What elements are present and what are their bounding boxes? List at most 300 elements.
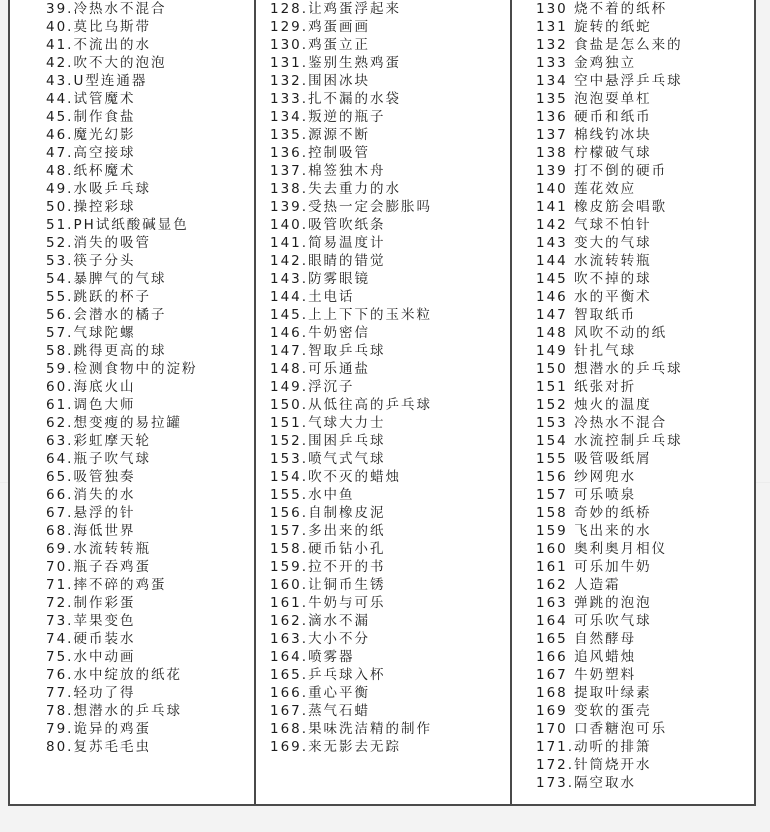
- list-item: [536, 144, 754, 162]
- list-item: [536, 360, 754, 378]
- item-number: 157.: [270, 523, 309, 539]
- item-number: 165: [536, 631, 568, 647]
- list-item: [270, 720, 510, 738]
- item-title: 棉签独木舟: [308, 163, 386, 179]
- item-title: U型连通器: [73, 73, 148, 89]
- list-item: [46, 630, 254, 648]
- item-title: 气球不怕针: [574, 217, 652, 233]
- item-title: 控制吸管: [308, 145, 371, 161]
- item-title: 吹不掉的球: [574, 271, 652, 287]
- item-title: 浮沉子: [308, 379, 355, 395]
- list-item: [270, 522, 510, 540]
- list-item: [536, 486, 754, 504]
- list-item: [536, 396, 754, 414]
- item-number: 167: [536, 667, 568, 683]
- item-title: 针扎气球: [574, 343, 637, 359]
- list-item: [270, 486, 510, 504]
- list-item: [46, 648, 254, 666]
- item-number: 54.: [46, 271, 74, 287]
- item-number: 173.: [536, 775, 575, 791]
- item-title: 水的平衡术: [574, 289, 652, 305]
- item-title: 提取叶绿素: [574, 685, 652, 701]
- list-item: [536, 378, 754, 396]
- item-title: 不流出的水: [73, 37, 151, 53]
- item-title: 飞出来的水: [574, 523, 652, 539]
- list-item: [46, 576, 254, 594]
- item-number: 154.: [270, 469, 309, 485]
- item-title: 可乐吹气球: [574, 613, 652, 629]
- item-number: 165.: [270, 667, 309, 683]
- list-item: [536, 36, 754, 54]
- item-title: 纸杯魔术: [73, 163, 136, 179]
- list-item: [46, 594, 254, 612]
- list-item: [270, 342, 510, 360]
- list-item: [46, 486, 254, 504]
- list-item: [270, 666, 510, 684]
- item-number: 156.: [270, 505, 309, 521]
- list-item: [46, 324, 254, 342]
- item-title: 空中悬浮乒乓球: [574, 73, 683, 89]
- list-item: [46, 342, 254, 360]
- item-title: 橡皮筋会唱歌: [574, 199, 668, 215]
- item-title: 吸管吸纸屑: [574, 451, 652, 467]
- list-item: [536, 0, 754, 18]
- item-title: 鸡蛋立正: [308, 37, 371, 53]
- item-number: 57.: [46, 325, 74, 341]
- list-item: [536, 234, 754, 252]
- item-title: 消失的吸管: [73, 235, 151, 251]
- item-number: 134.: [270, 109, 309, 125]
- item-title: 烧不着的纸杯: [574, 1, 668, 17]
- item-number: 44.: [46, 91, 74, 107]
- list-item: [46, 180, 254, 198]
- item-number: 78.: [46, 703, 74, 719]
- item-title: 水中鱼: [308, 487, 355, 503]
- item-title: 悬浮的针: [73, 505, 136, 521]
- item-number: 155: [536, 451, 568, 467]
- item-number: 154: [536, 433, 568, 449]
- item-number: 150.: [270, 397, 309, 413]
- item-title: 旋转的纸蛇: [574, 19, 652, 35]
- list-item: [536, 720, 754, 738]
- item-number: 70.: [46, 559, 74, 575]
- item-number: 158.: [270, 541, 309, 557]
- item-number: 71.: [46, 577, 74, 593]
- item-title: 鉴别生熟鸡蛋: [308, 55, 402, 71]
- list-item: [46, 612, 254, 630]
- item-number: 148: [536, 325, 568, 341]
- item-title: 试管魔术: [73, 91, 136, 107]
- item-number: 136: [536, 109, 568, 125]
- item-number: 168.: [270, 721, 309, 737]
- list-item: [46, 360, 254, 378]
- item-title: 从低往高的乒乓球: [308, 397, 433, 413]
- column-2: [254, 0, 510, 804]
- experiment-list: [256, 0, 510, 756]
- item-title: 鸡蛋画画: [308, 19, 371, 35]
- item-title: 制作彩蛋: [73, 595, 136, 611]
- item-number: 163: [536, 595, 568, 611]
- item-number: 62.: [46, 415, 74, 431]
- list-item: [46, 522, 254, 540]
- list-item: [536, 702, 754, 720]
- list-item: [270, 738, 510, 756]
- item-number: 161.: [270, 595, 309, 611]
- experiment-list: [512, 0, 754, 792]
- item-title: 诡异的鸡蛋: [73, 721, 151, 737]
- item-number: 157: [536, 487, 568, 503]
- item-title: 自制橡皮泥: [308, 505, 386, 521]
- list-item: [46, 198, 254, 216]
- list-item: [536, 504, 754, 522]
- list-item: [46, 504, 254, 522]
- item-title: 想潜水的乒乓球: [73, 703, 182, 719]
- item-title: 牛奶与可乐: [308, 595, 386, 611]
- list-item: [536, 306, 754, 324]
- item-number: 39.: [46, 1, 74, 17]
- item-number: 172.: [536, 757, 575, 773]
- item-number: 43.: [46, 73, 74, 89]
- item-title: 轻功了得: [73, 685, 136, 701]
- list-item: [536, 594, 754, 612]
- item-title: 扎不漏的水袋: [308, 91, 402, 107]
- item-number: 138: [536, 145, 568, 161]
- item-title: 瓶子吹气球: [73, 451, 151, 467]
- list-item: [536, 126, 754, 144]
- item-number: 141.: [270, 235, 309, 251]
- item-title: 冷热水不混合: [73, 1, 167, 17]
- item-number: 151: [536, 379, 568, 395]
- item-number: 132.: [270, 73, 309, 89]
- item-number: 139.: [270, 199, 309, 215]
- item-title: 吸管吹纸条: [308, 217, 386, 233]
- list-item: [270, 540, 510, 558]
- list-item: [46, 36, 254, 54]
- item-title: 可乐加牛奶: [574, 559, 652, 575]
- list-item: [270, 630, 510, 648]
- item-title: 针筒烧开水: [574, 757, 652, 773]
- item-number: 48.: [46, 163, 74, 179]
- item-number: 145: [536, 271, 568, 287]
- list-item: [46, 54, 254, 72]
- item-number: 160: [536, 541, 568, 557]
- item-title: 操控彩球: [73, 199, 136, 215]
- item-title: 源源不断: [308, 127, 371, 143]
- list-item: [46, 108, 254, 126]
- list-item: [536, 18, 754, 36]
- item-title: 滴水不漏: [308, 613, 371, 629]
- item-title: 高空接球: [73, 145, 136, 161]
- item-number: 139: [536, 163, 568, 179]
- item-title: 烛火的温度: [574, 397, 652, 413]
- list-item: [270, 198, 510, 216]
- item-title: 智取纸币: [574, 307, 637, 323]
- list-item: [46, 306, 254, 324]
- item-number: 128.: [270, 1, 309, 17]
- list-item: [536, 414, 754, 432]
- list-item: [46, 270, 254, 288]
- item-title: 隔空取水: [574, 775, 637, 791]
- item-title: 水中绽放的纸花: [73, 667, 182, 683]
- list-item: [270, 360, 510, 378]
- item-number: 141: [536, 199, 568, 215]
- list-item: [536, 774, 754, 792]
- list-item: [46, 72, 254, 90]
- list-item: [536, 540, 754, 558]
- item-title: 喷雾器: [308, 649, 355, 665]
- item-number: 159: [536, 523, 568, 539]
- list-item: [270, 162, 510, 180]
- list-item: [536, 72, 754, 90]
- list-item: [270, 234, 510, 252]
- item-number: 147.: [270, 343, 309, 359]
- item-title: 彩虹摩天轮: [73, 433, 151, 449]
- item-number: 149.: [270, 379, 309, 395]
- item-number: 140: [536, 181, 568, 197]
- item-number: 130.: [270, 37, 309, 53]
- item-title: 蒸气石蜡: [308, 703, 371, 719]
- item-number: 147: [536, 307, 568, 323]
- list-item: [270, 324, 510, 342]
- item-number: 59.: [46, 361, 74, 377]
- item-title: 吹不大的泡泡: [73, 55, 167, 71]
- item-number: 73.: [46, 613, 74, 629]
- list-item: [46, 288, 254, 306]
- list-item: [536, 522, 754, 540]
- list-item: [536, 666, 754, 684]
- item-number: 158: [536, 505, 568, 521]
- list-item: [270, 90, 510, 108]
- item-number: 170: [536, 721, 568, 737]
- item-number: 159.: [270, 559, 309, 575]
- list-item: [270, 504, 510, 522]
- item-title: 水吸乒乓球: [73, 181, 151, 197]
- item-number: 169.: [270, 739, 309, 755]
- item-number: 76.: [46, 667, 74, 683]
- list-item: [46, 684, 254, 702]
- item-title: 吸管独奏: [73, 469, 136, 485]
- list-item: [536, 90, 754, 108]
- item-title: 受热一定会膨胀吗: [308, 199, 433, 215]
- item-title: 眼睛的错觉: [308, 253, 386, 269]
- item-number: 77.: [46, 685, 74, 701]
- item-number: 72.: [46, 595, 74, 611]
- item-title: 硬币钻小孔: [308, 541, 386, 557]
- list-item: [536, 684, 754, 702]
- list-item: [46, 450, 254, 468]
- item-title: 多出来的纸: [308, 523, 386, 539]
- list-item: [270, 36, 510, 54]
- item-number: 45.: [46, 109, 74, 125]
- item-title: 想变瘦的易拉罐: [73, 415, 182, 431]
- item-title: 冷热水不混合: [574, 415, 668, 431]
- item-title: 跳得更高的球: [73, 343, 167, 359]
- item-title: 调色大师: [73, 397, 136, 413]
- item-number: 153.: [270, 451, 309, 467]
- list-item: [536, 450, 754, 468]
- list-item: [270, 72, 510, 90]
- list-item: [536, 630, 754, 648]
- item-title: 硬币和纸币: [574, 109, 652, 125]
- item-number: 145.: [270, 307, 309, 323]
- item-number: 164.: [270, 649, 309, 665]
- list-item: [536, 738, 754, 756]
- item-title: 苹果变色: [73, 613, 136, 629]
- item-title: 追风蜡烛: [574, 649, 637, 665]
- item-number: 144: [536, 253, 568, 269]
- list-item: [536, 162, 754, 180]
- item-title: 想潜水的乒乓球: [574, 361, 683, 377]
- item-title: 水流控制乒乓球: [574, 433, 683, 449]
- experiment-list-sheet: [8, 0, 756, 806]
- item-title: 摔不碎的鸡蛋: [73, 577, 167, 593]
- item-number: 149: [536, 343, 568, 359]
- list-item: [536, 342, 754, 360]
- item-title: 围困冰块: [308, 73, 371, 89]
- list-item: [536, 216, 754, 234]
- item-title: 上上下下的玉米粒: [308, 307, 433, 323]
- item-number: 142.: [270, 253, 309, 269]
- item-title: 人造霜: [574, 577, 621, 593]
- item-title: 重心平衡: [308, 685, 371, 701]
- item-number: 155.: [270, 487, 309, 503]
- item-number: 156: [536, 469, 568, 485]
- item-number: 143: [536, 235, 568, 251]
- list-item: [46, 252, 254, 270]
- list-item: [46, 558, 254, 576]
- item-number: 50.: [46, 199, 74, 215]
- item-title: 海底火山: [73, 379, 136, 395]
- item-title: 智取乒乓球: [308, 343, 386, 359]
- item-title: 会潜水的橘子: [73, 307, 167, 323]
- item-number: 136.: [270, 145, 309, 161]
- list-item: [46, 414, 254, 432]
- list-item: [270, 18, 510, 36]
- item-title: 弹跳的泡泡: [574, 595, 652, 611]
- item-title: 水流转转瓶: [73, 541, 151, 557]
- list-item: [46, 738, 254, 756]
- item-title: 动听的排箫: [574, 739, 652, 755]
- item-number: 46.: [46, 127, 74, 143]
- item-number: 140.: [270, 217, 309, 233]
- item-number: 133: [536, 55, 568, 71]
- item-number: 138.: [270, 181, 309, 197]
- item-title: 大小不分: [308, 631, 371, 647]
- list-item: [46, 144, 254, 162]
- list-item: [270, 288, 510, 306]
- item-title: 检测食物中的淀粉: [73, 361, 198, 377]
- list-item: [536, 108, 754, 126]
- item-title: 海低世界: [73, 523, 136, 539]
- item-title: 变大的气球: [574, 235, 652, 251]
- item-number: 162.: [270, 613, 309, 629]
- item-title: 变软的蛋壳: [574, 703, 652, 719]
- item-number: 166: [536, 649, 568, 665]
- list-item: [46, 666, 254, 684]
- list-item: [46, 702, 254, 720]
- item-number: 135.: [270, 127, 309, 143]
- list-item: [536, 198, 754, 216]
- item-number: 51.: [46, 217, 74, 233]
- item-number: 166.: [270, 685, 309, 701]
- item-number: 168: [536, 685, 568, 701]
- list-item: [536, 612, 754, 630]
- list-item: [536, 576, 754, 594]
- item-number: 56.: [46, 307, 74, 323]
- list-item: [270, 558, 510, 576]
- item-number: 40.: [46, 19, 74, 35]
- list-item: [46, 432, 254, 450]
- item-number: 80.: [46, 739, 74, 755]
- item-title: 水流转转瓶: [574, 253, 652, 269]
- list-item: [270, 648, 510, 666]
- list-item: [46, 378, 254, 396]
- item-number: 163.: [270, 631, 309, 647]
- item-number: 129.: [270, 19, 309, 35]
- item-title: 口香糖泡可乐: [574, 721, 668, 737]
- item-title: 让铜币生锈: [308, 577, 386, 593]
- item-number: 135: [536, 91, 568, 107]
- item-number: 60.: [46, 379, 74, 395]
- item-number: 66.: [46, 487, 74, 503]
- list-item: [270, 432, 510, 450]
- item-number: 162: [536, 577, 568, 593]
- item-number: 74.: [46, 631, 74, 647]
- item-title: 打不倒的硬币: [574, 163, 668, 179]
- list-item: [536, 54, 754, 72]
- item-title: 金鸡独立: [574, 55, 637, 71]
- item-title: 莲花效应: [574, 181, 637, 197]
- item-number: 137.: [270, 163, 309, 179]
- item-number: 152: [536, 397, 568, 413]
- item-number: 151.: [270, 415, 309, 431]
- list-item: [46, 720, 254, 738]
- list-item: [536, 648, 754, 666]
- item-number: 61.: [46, 397, 74, 413]
- item-title: 奇妙的纸桥: [574, 505, 652, 521]
- item-number: 171.: [536, 739, 575, 755]
- item-number: 164: [536, 613, 568, 629]
- item-title: 魔光幻影: [73, 127, 136, 143]
- item-number: 79.: [46, 721, 74, 737]
- experiment-list: [10, 0, 254, 756]
- list-item: [270, 378, 510, 396]
- item-title: 复苏毛毛虫: [73, 739, 151, 755]
- item-title: 果味洗洁精的制作: [308, 721, 433, 737]
- list-item: [46, 126, 254, 144]
- list-item: [270, 594, 510, 612]
- item-title: 围困乒乓球: [308, 433, 386, 449]
- item-number: 68.: [46, 523, 74, 539]
- list-item: [270, 126, 510, 144]
- item-number: 131.: [270, 55, 309, 71]
- list-item: [536, 252, 754, 270]
- item-number: 131: [536, 19, 568, 35]
- list-item: [270, 576, 510, 594]
- item-title: 消失的水: [73, 487, 136, 503]
- item-title: 失去重力的水: [308, 181, 402, 197]
- list-item: [536, 756, 754, 774]
- item-title: 暴脾气的气球: [73, 271, 167, 287]
- item-title: 防雾眼镜: [308, 271, 371, 287]
- item-number: 53.: [46, 253, 74, 269]
- item-title: 制作食盐: [73, 109, 136, 125]
- list-item: [270, 0, 510, 18]
- item-number: 75.: [46, 649, 74, 665]
- item-title: 可乐通盐: [308, 361, 371, 377]
- item-title: 乒乓球入杯: [308, 667, 386, 683]
- item-number: 167.: [270, 703, 309, 719]
